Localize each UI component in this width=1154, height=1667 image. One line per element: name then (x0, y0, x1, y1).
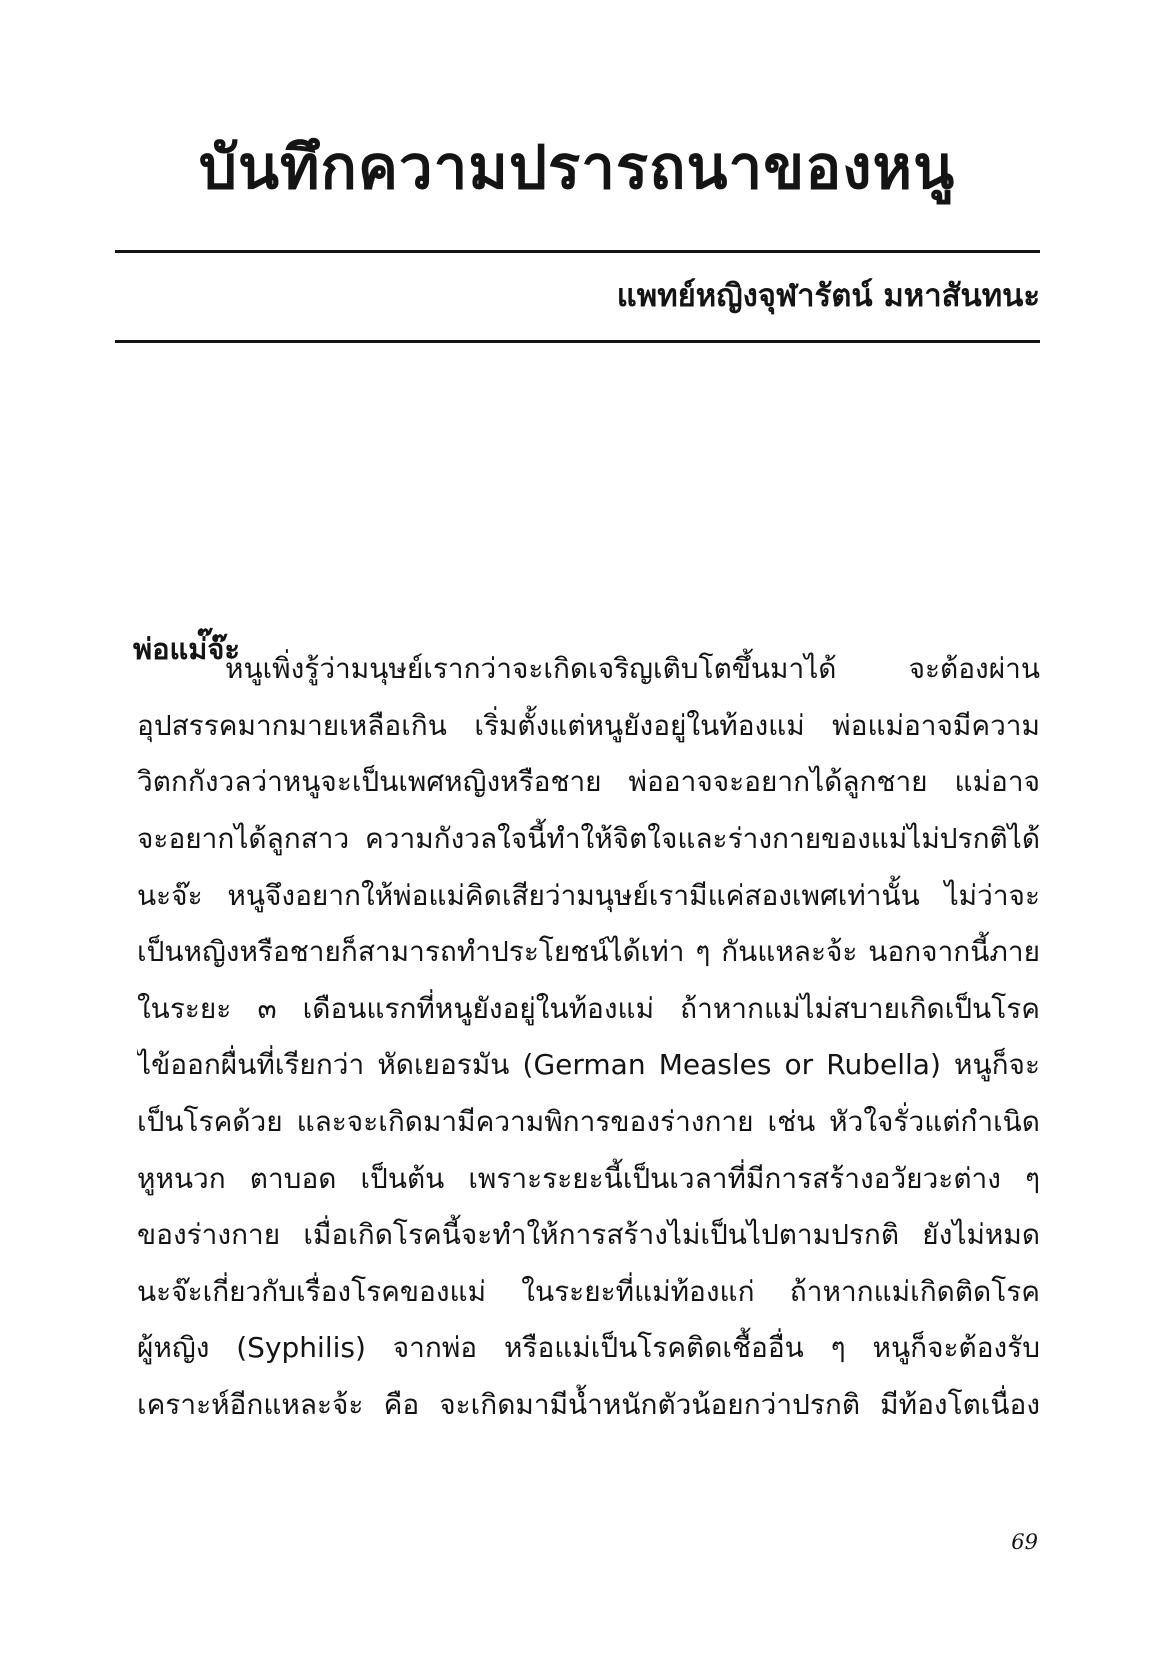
body-line: หนูเพิ่งรู้ว่ามนุษย์เรากว่าจะเกิดเจริญเติบโตขึ้นมาได้ จะต้องผ่าน (225, 652, 1040, 685)
body-line: ผู้หญิง (Syphilis) จากพ่อ หรือแม่เป็นโรคติดเชื้ออื่น ๆ หนูก็จะต้องรับ (137, 1331, 1040, 1364)
body-line: เคราะห์อีกแหละจ้ะ คือ จะเกิดมามีน้ำหนักตัวน้อยกว่าปรกติ มีท้องโตเนื่อง (137, 1388, 1040, 1421)
top-rule (115, 250, 1040, 253)
salutation: พ่อแม่๊จ๊ะ (133, 632, 240, 666)
body-line: จะอยากได้ลูกสาว ความกังวลใจนี้ทำให้จิตใจและร่างกายของแม่ไม่ปรกติได้ (137, 822, 1040, 855)
page-number: 69 (1011, 1530, 1038, 1554)
body-line: เป็นหญิงหรือชายก็สามารถทำประโยชน์ได้เท่า ๆ กันแหละจ้ะ นอกจากนี้ภาย (137, 935, 1040, 968)
body-line: นะจ๊ะเกี่ยวกับเรื่องโรคของแม่ ในระยะที่แม่ท้องแก่ ถ้าหากแม่เกิดติดโรค (137, 1275, 1040, 1308)
body-line: วิตกกังวลว่าหนูจะเป็นเพศหญิงหรือชาย พ่ออาจจะอยากได้ลูกชาย แม่อาจ (137, 765, 1040, 798)
body-line: นะจ๊ะ หนูจึงอยากให้พ่อแม่คิดเสียว่ามนุษย์เรามีแค่สองเพศเท่านั้น ไม่ว่าจะ (137, 879, 1040, 912)
body-line: ในระยะ ๓ เดือนแรกที่หนูยังอยู่ในท้องแม่ ถ้าหากแม่ไม่สบายเกิดเป็นโรค (137, 992, 1040, 1025)
body-line: ของร่างกาย เมื่อเกิดโรคนี้จะทำให้การสร้างไม่เป็นไปตามปรกติ ยังไม่หมด (137, 1218, 1040, 1251)
body-line: เป็นโรคด้วย และจะเกิดมามีความพิการของร่างกาย เช่น หัวใจรั่วแต่กำเนิด (137, 1105, 1040, 1138)
author-byline: แพทย์หญิงจุฬารัตน์ มหาสันทนะ (616, 278, 1040, 314)
body-line: หูหนวก ตาบอด เป็นต้น เพราะระยะนี้เป็นเวลาที่มีการสร้างอวัยวะต่าง ๆ (137, 1162, 1040, 1195)
bottom-rule (115, 340, 1040, 343)
body-line: ไข้ออกผื่นที่เรียกว่า หัดเยอรมัน (German Measles or Rubella) หนูก็จะ (137, 1048, 1040, 1081)
body-line: อุปสรรคมากมายเหลือเกิน เริ่มตั้งแต่หนูยังอยู่ในท้องแม่ พ่อแม่อาจมีความ (137, 709, 1040, 742)
article-title: บันทึกความปรารถนาของหนู (198, 133, 956, 203)
